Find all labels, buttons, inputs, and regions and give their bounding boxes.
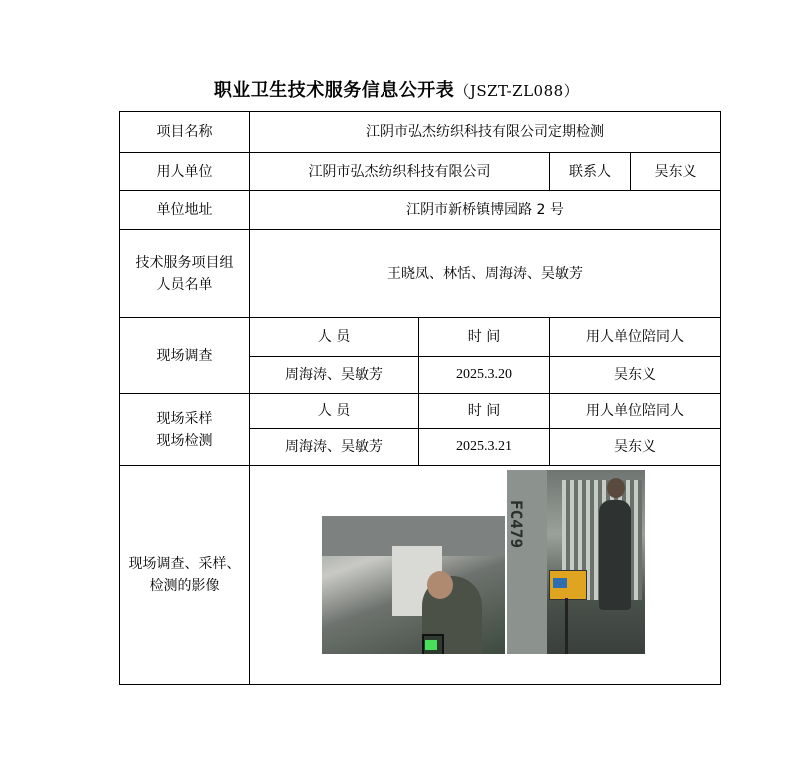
images-cell <box>250 466 721 685</box>
team-label: 技术服务项目组人员名单 <box>120 230 250 318</box>
sampling-time: 2025.3.21 <box>419 429 550 466</box>
survey-col-people: 人 员 <box>250 318 419 357</box>
title-text: 职业卫生技术服务信息公开表 <box>213 80 455 101</box>
survey-time: 2025.3.20 <box>419 357 550 394</box>
sampling-companion: 吴东义 <box>550 429 721 466</box>
title-code: （JSZT-ZL088） <box>454 82 580 100</box>
photo-person-head <box>427 571 453 599</box>
survey-people: 周海涛、吴敏芳 <box>250 357 419 394</box>
sampling-col-time: 时 间 <box>419 394 550 429</box>
images-label: 现场调查、采样、检测的影像 <box>120 466 250 685</box>
survey-label: 现场调查 <box>120 318 250 394</box>
photo-sampler-display <box>553 578 567 588</box>
project-name-value: 江阴市弘杰纺织科技有限公司定期检测 <box>250 112 721 153</box>
sampling-label: 现场采样 现场检测 <box>120 394 250 466</box>
sampling-col-people: 人 员 <box>250 394 419 429</box>
project-name-label: 项目名称 <box>120 112 250 153</box>
site-sampling-photo <box>507 470 645 654</box>
survey-col-time: 时 间 <box>419 318 550 357</box>
sampling-col-companion: 用人单位陪同人 <box>550 394 721 429</box>
photo-machine-label: FC479 <box>507 500 526 549</box>
contact-value: 吴东义 <box>631 153 721 191</box>
address-label: 单位地址 <box>120 191 250 230</box>
contact-label: 联系人 <box>550 153 631 191</box>
employer-label: 用人单位 <box>120 153 250 191</box>
info-table <box>119 111 721 685</box>
photo-worker-head <box>607 478 625 498</box>
photo-area <box>250 475 720 675</box>
page-title <box>0 76 793 102</box>
photo-tripod <box>565 598 568 654</box>
team-value: 王晓凤、林恬、周海涛、吴敏芳 <box>250 230 721 318</box>
survey-companion: 吴东义 <box>550 357 721 394</box>
survey-col-companion: 用人单位陪同人 <box>550 318 721 357</box>
sampling-people: 周海涛、吴敏芳 <box>250 429 419 466</box>
employer-value: 江阴市弘杰纺织科技有限公司 <box>250 153 550 191</box>
photo-worker <box>599 500 631 610</box>
site-survey-photo <box>322 516 505 654</box>
address-value: 江阴市新桥镇博园路 2 号 <box>250 191 721 230</box>
photo-meter-screen <box>425 640 437 650</box>
photo-machine-column <box>507 470 547 654</box>
